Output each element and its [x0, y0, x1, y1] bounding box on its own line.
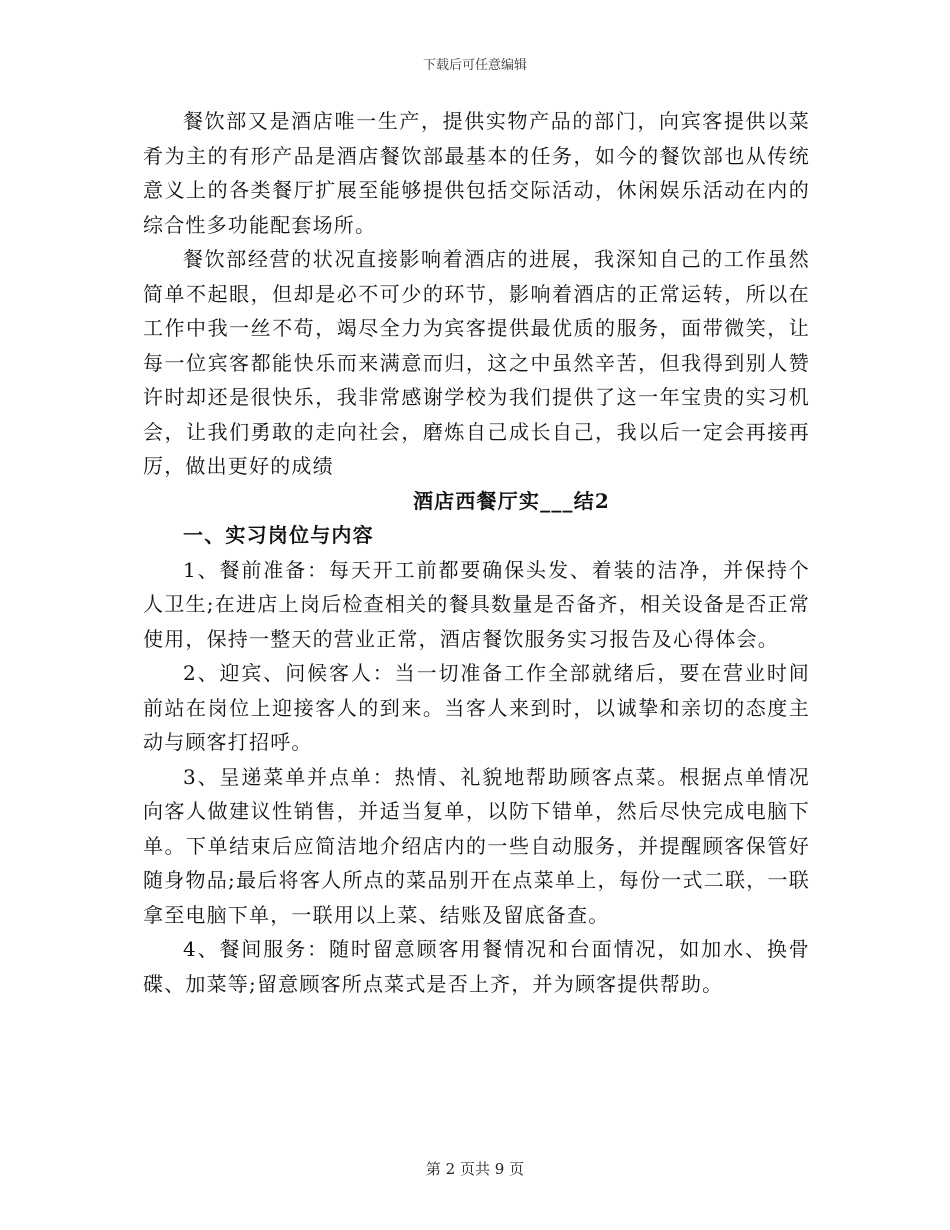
section-heading: 一、实习岗位与内容 [183, 523, 374, 547]
document-body [143, 104, 810, 1001]
page-footer: 第 2 页共 9 页 [425, 1160, 525, 1178]
section-title: 酒店西餐厅实___结2 [412, 488, 611, 513]
page-header: 下载后可任意编辑 [422, 58, 527, 73]
paragraph-2: 餐饮部经营的状况直接影响着酒店的进展，我深知自己的工作虽然简单不起眼，但却是必不可少的环节，影响着酒店的正常运转，所以在工作中我一丝不苟，竭尽全力为宾客提供最优质的服务，面带微笑，让每一位宾客都能快乐而来满意而归，这之中虽然辛苦，但我得到别人赞许时却还是很快乐，我非常感谢学校为我们提供了这一年宝贵的实习机会，让我们勇敢的走向社会，磨炼自己成长自己，我以后一定会再接再厉，做出更好的成绩 [143, 247, 810, 478]
list-item-3: 3、呈递菜单并点单：热情、礼貌地帮助顾客点菜。根据点单情况向客人做建议性销售，并适当复单，以防下错单，然后尽快完成电脑下单。下单结束后应简洁地介绍店内的一些自动服务，并提醒顾客保管好随身物品;最后将客人所点的菜品别开在点菜单上，每份一式二联，一联拿至电脑下单，一联用以上菜、结账及留底备查。 [143, 764, 810, 927]
list-item-4: 4、餐间服务：随时留意顾客用餐情况和台面情况，如加水、换骨碟、加菜等;留意顾客所点菜式是否上齐，并为顾客提供帮助。 [143, 937, 810, 996]
paragraph-1: 餐饮部又是酒店唯一生产，提供实物产品的部门，向宾客提供以菜肴为主的有形产品是酒店餐饮部最基本的任务，如今的餐饮部也从传统意义上的各类餐厅扩展至能够提供包括交际活动，休闲娱乐活动在内的综合性多功能配套场所。 [143, 109, 810, 237]
list-item-2: 2、迎宾、问候客人：当一切准备工作全部就绪后，要在营业时间前站在岗位上迎接客人的到来。当客人来到时，以诚挚和亲切的态度主动与顾客打招呼。 [143, 661, 810, 754]
list-item-1: 1、餐前准备：每天开工前都要确保头发、着装的洁净，并保持个人卫生;在进店上岗后检查相关的餐具数量是否备齐，相关设备是否正常使用，保持一整天的营业正常，酒店餐饮服务实习报告及心得体会。 [143, 557, 810, 651]
